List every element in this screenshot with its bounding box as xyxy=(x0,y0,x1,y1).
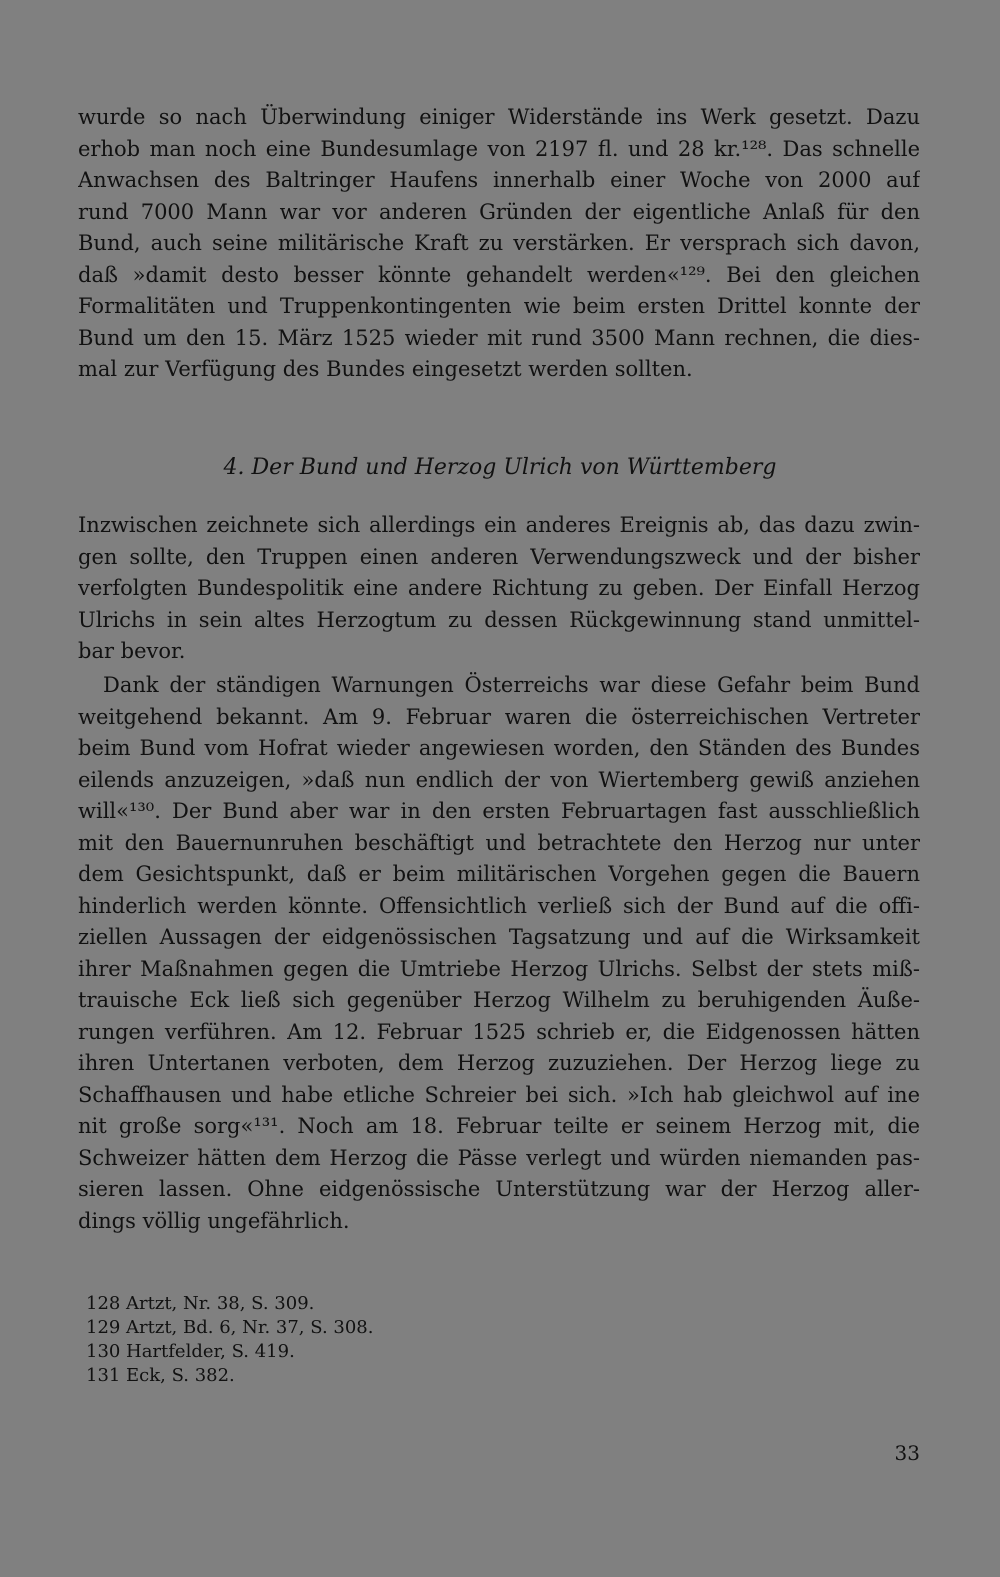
text-line: dings völlig ungefährlich. xyxy=(78,1208,350,1233)
text-line: sieren lassen. Ohne eidgenössische Unterstützung war der Herzog aller- xyxy=(78,1177,920,1201)
footnote xyxy=(86,1340,686,1364)
text-line: Bund, auch seine militärische Kraft zu verstärken. Er versprach sich davon, xyxy=(78,231,920,255)
text-line: Anwachsen des Baltringer Haufens innerhalb einer Woche von 2000 auf xyxy=(78,168,920,192)
text-line: Schweizer hätten dem Herzog die Pässe verlegt und würden niemanden pas- xyxy=(78,1145,920,1170)
footnote-number: 130 xyxy=(86,1341,121,1362)
text-line: dem Gesichtspunkt, daß er beim militärischen Vorgehen gegen die Bauern xyxy=(78,862,920,886)
text-line: nit große sorg«¹³¹. Noch am 18. Februar teilte er seinem Herzog mit, die xyxy=(78,1114,920,1138)
text-line: wurde so nach Überwindung einiger Widerstände ins Werk gesetzt. Dazu xyxy=(78,105,920,129)
text-line: Dank der ständigen Warnungen Österreichs war diese Gefahr beim Bund xyxy=(103,673,920,697)
text-line: daß »damit desto besser könnte gehandelt werden«¹²⁹. Bei den gleichen xyxy=(78,262,920,287)
text-line: hinderlich werden könnte. Offensichtlich verließ sich der Bund auf die offi- xyxy=(78,893,920,918)
footnote xyxy=(86,1316,686,1340)
paragraph-2 xyxy=(78,510,920,668)
text-line: beim Bund vom Hofrat wieder angewiesen worden, den Ständen des Bundes xyxy=(78,736,920,760)
text-line: ihrer Maßnahmen gegen die Umtriebe Herzog Ulrichs. Selbst der stets miß- xyxy=(78,956,920,981)
text-line: Ulrichs in sein altes Herzogtum zu dessen Rückgewinnung stand unmittel- xyxy=(78,607,920,632)
text-line: Inzwischen zeichnete sich allerdings ein anderes Ereignis ab, das dazu zwin- xyxy=(78,513,920,537)
footnote xyxy=(86,1292,686,1316)
footnote-text: Artzt, Bd. 6, Nr. 37, S. 308. xyxy=(126,1317,374,1338)
paragraph-1 xyxy=(78,102,920,386)
footnote-number: 129 xyxy=(86,1317,121,1338)
text-line: rund 7000 Mann war vor anderen Gründen der eigentliche Anlaß für den xyxy=(78,199,920,224)
text-line: ziellen Aussagen der eidgenössischen Tagsatzung und auf die Wirksamkeit xyxy=(78,925,920,949)
footnote-text: Hartfelder, S. 419. xyxy=(126,1341,295,1362)
text-line: erhob man noch eine Bundesumlage von 2197 fl. und 28 kr.¹²⁸. Das schnelle xyxy=(78,136,920,161)
text-line: mit den Bauernunruhen beschäftigt und betrachtete den Herzog nur unter xyxy=(78,830,920,855)
text-line: weitgehend bekannt. Am 9. Februar waren die österreichischen Vertreter xyxy=(78,704,920,729)
footnote xyxy=(86,1364,686,1388)
footnote-text: Eck, S. 382. xyxy=(126,1365,235,1386)
text-line: verfolgten Bundespolitik eine andere Richtung zu geben. Der Einfall Herzog xyxy=(78,576,920,600)
text-line: Formalitäten und Truppenkontingenten wie beim ersten Drittel konnte der xyxy=(78,294,920,318)
text-line: eilends anzuzeigen, »daß nun endlich der von Wiertemberg gewiß anziehen xyxy=(78,767,920,792)
text-line: gen sollte, den Truppen einen anderen Verwendungszweck und der bisher xyxy=(78,544,920,569)
page-number: 33 xyxy=(894,1441,920,1465)
text-line: ihren Untertanen verboten, dem Herzog zuzuziehen. Der Herzog liege zu xyxy=(78,1051,920,1075)
footnote-number: 131 xyxy=(86,1365,121,1386)
text-line: trauische Eck ließ sich gegenüber Herzog Wilhelm zu beruhigenden Äuße- xyxy=(78,988,920,1012)
text-line: will«¹³⁰. Der Bund aber war in den ersten Februartagen fast ausschließlich xyxy=(78,799,920,823)
text-line: rungen verführen. Am 12. Februar 1525 schrieb er, die Eidgenossen hätten xyxy=(78,1019,920,1044)
section-heading: 4. Der Bund und Herzog Ulrich von Württemberg xyxy=(223,455,777,480)
footnote-number: 128 xyxy=(86,1293,121,1314)
paragraph-3 xyxy=(78,670,920,1237)
text-line: bar bevor. xyxy=(78,639,186,663)
text-line: Bund um den 15. März 1525 wieder mit rund 3500 Mann rechnen, die dies- xyxy=(78,325,920,350)
footnote-text: Artzt, Nr. 38, S. 309. xyxy=(126,1293,315,1314)
text-line: Schaffhausen und habe etliche Schreier bei sich. »Ich hab gleichwol auf ine xyxy=(78,1082,920,1107)
text-line: mal zur Verfügung des Bundes eingesetzt werden sollten. xyxy=(78,357,693,381)
footnotes xyxy=(86,1292,686,1388)
